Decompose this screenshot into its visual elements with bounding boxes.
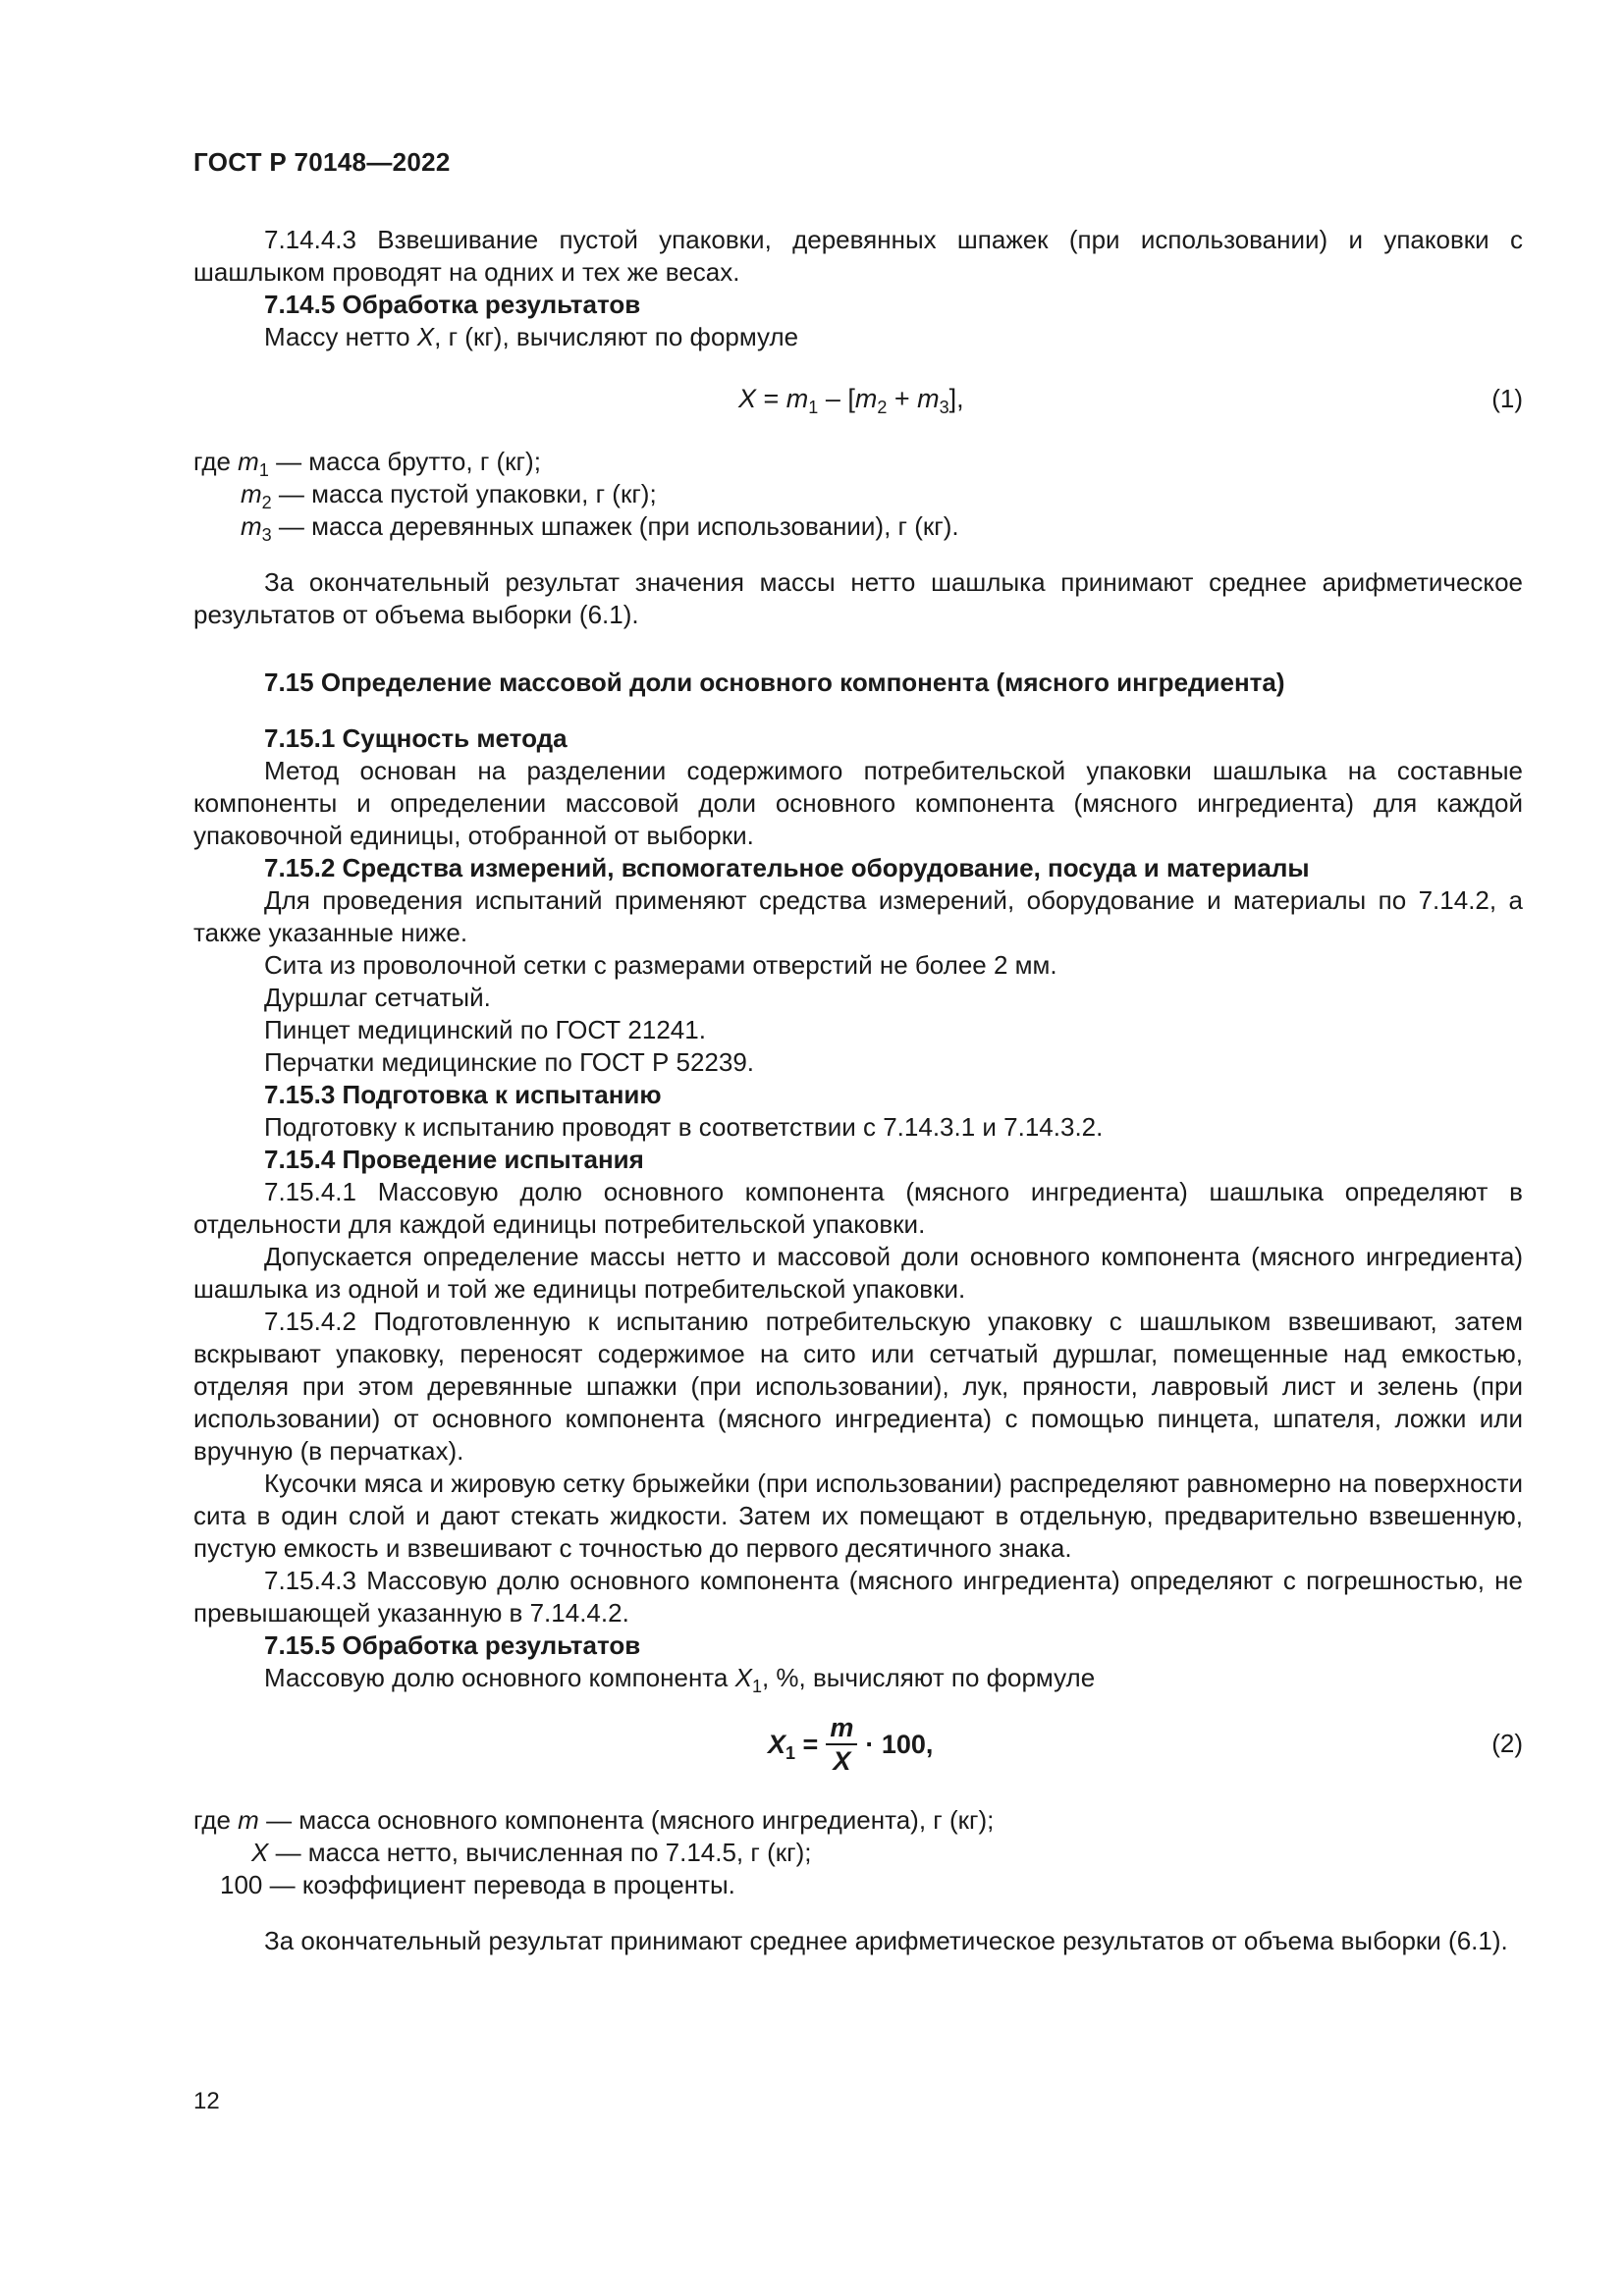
paragraph-7152d: Пинцет медицинский по ГОСТ 21241. xyxy=(264,1015,706,1044)
document-body xyxy=(193,224,1523,1957)
document-header: ГОСТ Р 70148—2022 xyxy=(193,147,451,177)
legend-item: 100 — коэффициент перевода в проценты. xyxy=(220,1870,735,1899)
paragraph-result-1: За окончательный результат значения массы нетто шашлыка принимают среднее арифметическое результатов от объема выборки (6.1). xyxy=(193,567,1523,629)
fraction-denominator: X xyxy=(833,1746,851,1776)
formula-1-legend xyxy=(193,446,1523,543)
heading-7152: 7.15.2 Средства измерений, вспомогательное оборудование, посуда и материалы xyxy=(264,853,1310,882)
formula-1 xyxy=(193,365,1523,434)
formula-2-expression: $X_1$ = $\frac{m}{X}$ · 100, xyxy=(768,1713,934,1776)
formula1-intro: Массу нетто X, г (кг), вычисляют по формуле xyxy=(264,322,799,351)
paragraph-7151: Метод основан на разделении содержимого потребительской упаковки шашлыка на составные компоненты и определении массовой доли основного компонента (мясного ингредиента) для каждой упаковочной единицы, отобранной от выборки. xyxy=(193,756,1523,850)
heading-7155: 7.15.5 Обработка результатов xyxy=(264,1630,641,1660)
legend-item: $m_2$ — масса пустой упаковки, г (кг); xyxy=(241,479,657,512)
paragraph-71542b: Кусочки мяса и жировую сетку брыжейки (при использовании) распределяют равномерно на поверхности сита в один слой и дают стекать жидкости. Затем их помещают в отдельную, предварительно взвешенную, пустую емкость и взвешивают с точностью до первого десятичного знака. xyxy=(193,1468,1523,1563)
heading-7153: 7.15.3 Подготовка к испытанию xyxy=(264,1080,662,1109)
paragraph-71541: 7.15.4.1 Массовую долю основного компонента (мясного ингредиента) шашлыка определяют в отдельности для каждой единицы потребительской упаковки. xyxy=(193,1177,1523,1239)
paragraph-71542: 7.15.4.2 Подготовленную к испытанию потребительскую упаковку с шашлыком взвешивают, затем вскрывают упаковку, переносят содержимое на сито или сетчатый дуршлаг, помещенные над емкостью, отделяя при этом деревянные шпажки (при использовании), лук, пряности, лавровый лист и зелень (при использовании) от основного компонента (мясного ингредиента) с помощью пинцета, шпателя, ложки или вручную (в перчатках). xyxy=(193,1307,1523,1466)
legend-item: X — масса нетто, вычисленная по 7.14.5, г (кг); xyxy=(251,1838,812,1867)
paragraph-7152a: Для проведения испытаний применяют средства измерений, оборудование и материалы по 7.14.2, а также указанные ниже. xyxy=(193,885,1523,947)
formula-2 xyxy=(193,1706,1523,1794)
legend-item: где $m_1$ — масса брутто, г (кг); xyxy=(193,447,541,480)
section-heading-715: 7.15 Определение массовой доли основного компонента (мясного ингредиента) xyxy=(264,667,1285,697)
heading-7151: 7.15.1 Сущность метода xyxy=(264,723,568,753)
heading-7154: 7.15.4 Проведение испытания xyxy=(264,1145,644,1174)
fraction-numerator: m xyxy=(826,1712,857,1745)
fraction xyxy=(826,1712,857,1777)
formula-2-legend xyxy=(193,1804,1523,1901)
formula-2-number: (2) xyxy=(1491,1729,1523,1758)
paragraph-result-2: За окончательный результат принимают среднее арифметическое результатов от объема выборки (6.1). xyxy=(264,1926,1508,1955)
formula2-intro: Массовую долю основного компонента $X_1$, %, вычисляют по формуле xyxy=(264,1663,1096,1696)
legend-item: где m — масса основного компонента (мясного ингредиента), г (кг); xyxy=(193,1805,995,1835)
paragraph-7152c: Дуршлаг сетчатый. xyxy=(264,983,491,1012)
paragraph-71541b: Допускается определение массы нетто и массовой доли основного компонента (мясного ингредиента) шашлыка из одной и той же единицы потребительской упаковки. xyxy=(193,1242,1523,1304)
paragraph-71443: 7.14.4.3 Взвешивание пустой упаковки, деревянных шпажек (при использовании) и упаковки с шашлыком проводят на одних и тех же весах. xyxy=(193,225,1523,287)
paragraph-71543: 7.15.4.3 Массовую долю основного компонента (мясного ингредиента) определяют с погрешностью, не превышающей указанную в 7.14.4.2. xyxy=(193,1566,1523,1628)
paragraph-7152b: Сита из проволочной сетки с размерами отверстий не более 2 мм. xyxy=(264,950,1057,980)
formula-1-expression: $X = m_1 - [m_2 + m_3]$, xyxy=(738,384,964,417)
page-number: 12 xyxy=(193,2088,220,2114)
paragraph-7153: Подготовку к испытанию проводят в соответствии с 7.14.3.1 и 7.14.3.2. xyxy=(264,1112,1104,1142)
formula-1-number: (1) xyxy=(1491,384,1523,413)
paragraph-7152e: Перчатки медицинские по ГОСТ Р 52239. xyxy=(264,1047,755,1077)
heading-7145: 7.14.5 Обработка результатов xyxy=(264,290,641,319)
legend-item: $m_3$ — масса деревянных шпажек (при использовании), г (кг). xyxy=(241,511,959,545)
